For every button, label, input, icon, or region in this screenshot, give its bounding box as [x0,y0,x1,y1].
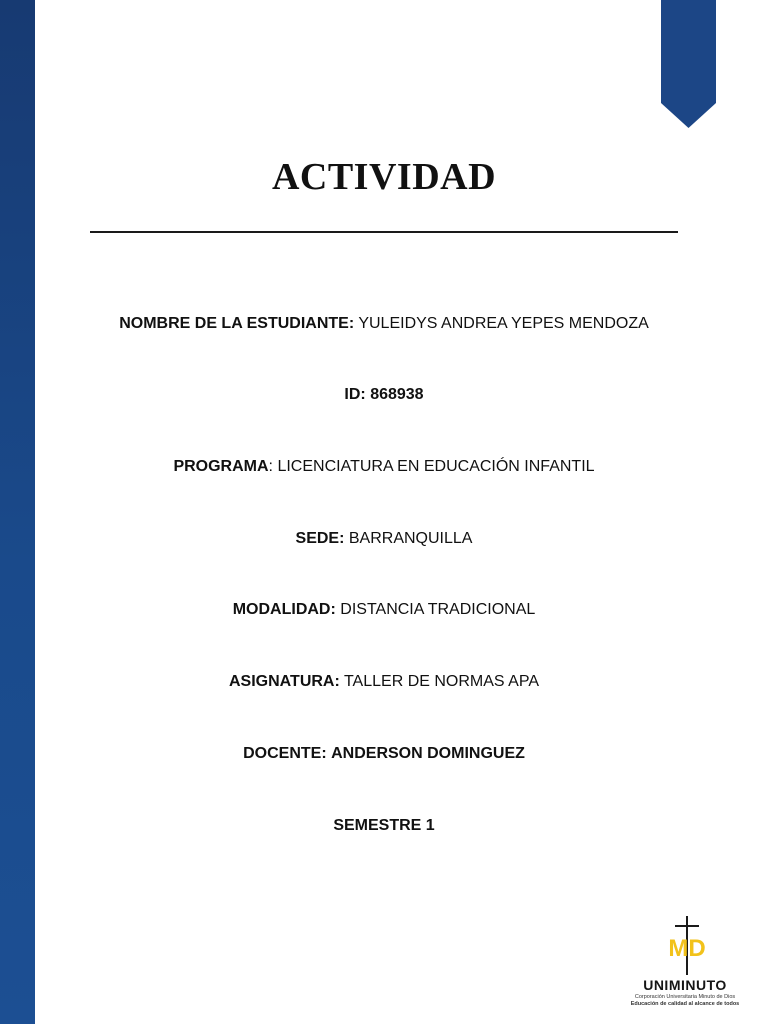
field-value: LICENCIATURA EN EDUCACIÓN INFANTIL [277,458,595,475]
field-value: 868938 [370,386,424,403]
field-label: ID: [344,386,366,403]
field-label: ASIGNATURA: [229,673,340,690]
field-label: SEDE: [295,530,345,547]
left-accent-band [0,0,35,1024]
field-label: PROGRAMA [173,458,269,475]
field-modality [0,600,768,620]
field-semester [0,816,768,836]
field-separator: : [268,458,273,475]
field-subject [0,672,768,692]
logo-name: UNIMINUTO [643,977,727,993]
field-value: YULEIDYS ANDREA YEPES MENDOZA [358,315,649,332]
field-label: SEMESTRE 1 [333,817,435,834]
uniminuto-logo [622,915,748,1010]
field-value: ANDERSON DOMINGUEZ [331,745,525,762]
logo-monogram: MD [668,935,706,962]
field-student-name [0,314,768,334]
field-label: DOCENTE: [243,745,327,762]
field-id [0,385,768,405]
field-campus [0,529,768,549]
logo-subtitle: Corporación Universitaria Minuto de Dios [634,994,736,1000]
logo-tagline: Educación de calidad al alcance de todos [630,1001,740,1007]
title-divider [90,231,678,233]
field-value: BARRANQUILLA [348,530,473,547]
md-cross-emblem-icon [662,915,712,977]
field-label: NOMBRE DE LA ESTUDIANTE: [119,315,355,332]
field-label: MODALIDAD: [232,601,336,618]
page-title: ACTIVIDAD [271,156,497,198]
field-value: DISTANCIA TRADICIONAL [340,601,536,618]
field-program [0,457,768,477]
field-teacher [0,744,768,764]
field-value: TALLER DE NORMAS APA [343,673,539,690]
bookmark-ribbon [661,0,716,128]
